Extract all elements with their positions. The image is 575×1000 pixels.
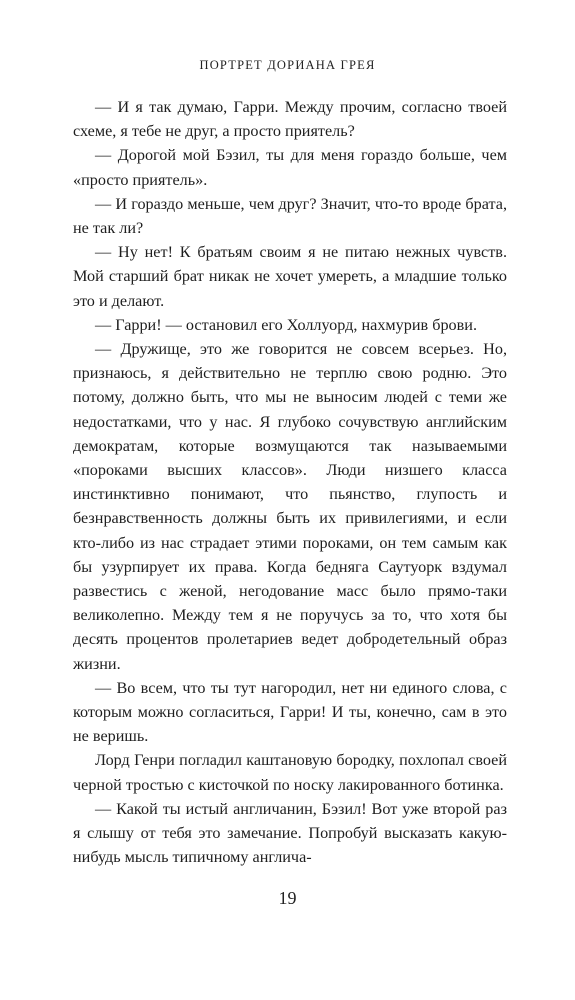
body-text bbox=[73, 95, 507, 870]
paragraph: — И гораздо меньше, чем друг? Значит, что-то вроде брата, не так ли? bbox=[73, 194, 507, 238]
paragraph: — Дружище, это же говорится не совсем всерьез. Но, признаюсь, я действительно не терплю свою родню. Это потому, должно быть, что мы не выносим людей с теми же недостатками, что у нас. Я глубоко сочувствую английским демократам, которые возмущаются так называемыми «пороками высших классов». Люди низшего класса инстинктивно понимают, что пьянство, глупость и безнравственность должны быть их привилегиями, и если кто-либо из нас страдает этими пороками, он тем самым как бы узурпирует их права. Когда бедняга Саутуорк вздумал развестись с женой, негодование масс было прямо-таки великолепно. Между тем я не поручусь за то, что хотя бы десять процентов пролетариев ведет добродетельный образ жизни. bbox=[73, 340, 507, 673]
paragraph: Лорд Генри погладил каштановую бородку, похлопал своей черной тростью с кисточкой по носку лакированного ботинка. bbox=[73, 751, 507, 794]
paragraph: — Какой ты истый англичанин, Бэзил! Вот уже второй раз я слышу от тебя это замечание. Попробуй высказать какую-нибудь мысль типичному англича- bbox=[73, 799, 507, 867]
paragraph: — Дорогой мой Бэзил, ты для меня гораздо больше, чем «просто приятель». bbox=[73, 146, 507, 189]
paragraph: — Гарри! — остановил его Холлуорд, нахмурив брови. bbox=[95, 315, 477, 334]
page-number: 19 bbox=[278, 888, 297, 908]
paragraph: — И я так думаю, Гарри. Между прочим, согласно твоей схеме, я тебе не друг, а просто приятель? bbox=[73, 98, 507, 141]
running-head: ПОРТРЕТ ДОРИАНА ГРЕЯ bbox=[199, 58, 376, 72]
paragraph: — Во всем, что ты тут нагородил, нет ни единого слова, с которым можно согласиться, Гарри! И ты, конечно, сам в это не веришь. bbox=[73, 678, 507, 746]
paragraph: — Ну нет! К братьям своим я не питаю нежных чувств. Мой старший брат никак не хочет умереть, а младшие только это и делают. bbox=[73, 243, 507, 310]
